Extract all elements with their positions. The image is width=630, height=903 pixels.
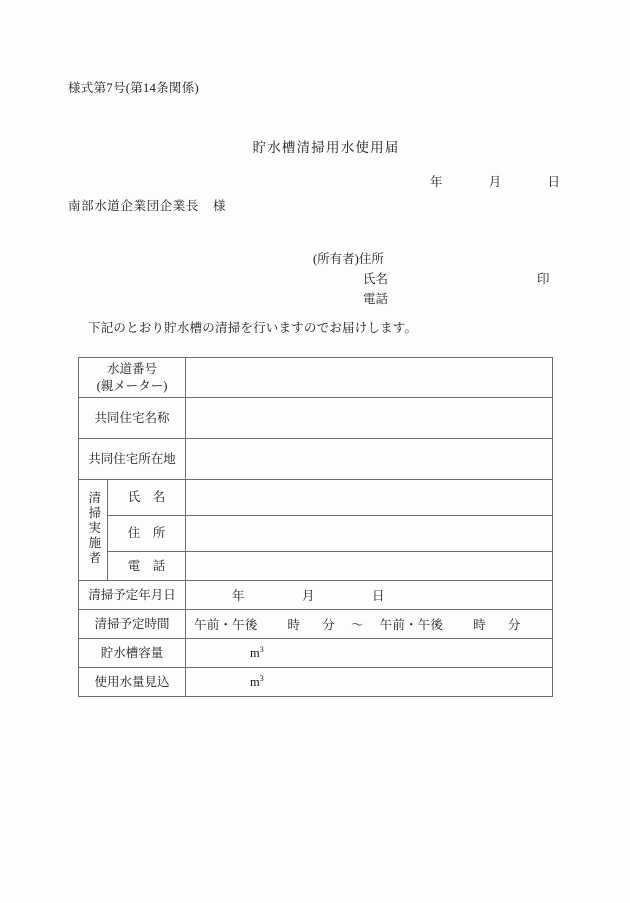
scheduled-date-value[interactable] [186, 581, 553, 610]
tank-capacity-unit-base: m [250, 646, 260, 661]
cleaning-operator-vertical-label: 清掃実施者 [86, 490, 101, 566]
to-ampm-label: 午前・午後 [379, 618, 444, 632]
to-hour-label: 時 [473, 618, 486, 632]
scheduled-date-fields [232, 586, 432, 604]
to-minute-label: 分 [507, 618, 521, 632]
table-row [79, 398, 553, 439]
water-number-label-cell [79, 358, 186, 398]
addressee [68, 196, 226, 214]
operator-address-value[interactable] [186, 516, 553, 552]
statement-text: 下記のとおり貯水槽の清掃を行いますのでお届けします。 [88, 321, 418, 335]
owner-address-label: (所有者)住所 [313, 252, 384, 266]
page-title: 貯水槽清掃用水使用届 [252, 140, 400, 155]
operator-name-label: 氏 名 [108, 480, 186, 516]
scheduled-time-fields [194, 618, 521, 632]
operator-phone-label: 電 話 [108, 552, 186, 581]
scheduled-month-label: 月 [302, 589, 315, 603]
tank-capacity-value[interactable] [186, 639, 553, 668]
operator-phone-value[interactable] [186, 552, 553, 581]
scheduled-year-label: 年 [232, 589, 245, 603]
addressee-name: 南部水道企業団企業長 [68, 199, 200, 213]
table-row [79, 552, 553, 581]
form-number: 様式第7号(第14条関係) [68, 81, 199, 95]
water-number-label: 水道番号 [107, 361, 158, 376]
operator-address-label: 住 所 [108, 516, 186, 552]
table-row [79, 610, 553, 639]
estimated-usage-unit [250, 675, 264, 689]
estimated-usage-value[interactable] [186, 668, 553, 697]
submission-date-line [430, 172, 560, 190]
estimated-usage-label: 使用水量見込 [79, 668, 186, 697]
from-minute-label: 分 [322, 618, 335, 632]
table-row [79, 581, 553, 610]
addressee-honorific: 様 [213, 199, 227, 213]
scheduled-time-label: 清掃予定時間 [79, 610, 186, 639]
water-number-value[interactable] [186, 358, 553, 398]
owner-name-label: 氏名 [363, 272, 389, 286]
from-ampm-label: 午前・午後 [194, 618, 258, 632]
date-year-label: 年 [430, 175, 443, 189]
application-table [78, 357, 553, 697]
building-name-label: 共同住宅名称 [79, 398, 186, 439]
tank-capacity-unit-exponent: 3 [259, 644, 264, 654]
table-row [79, 639, 553, 668]
scheduled-date-label: 清掃予定年月日 [79, 581, 186, 610]
estimated-usage-unit-base: m [250, 675, 260, 690]
scheduled-day-label: 日 [372, 589, 385, 603]
from-hour-label: 時 [287, 618, 301, 632]
seal-label: 印 [537, 272, 550, 286]
date-month-label: 月 [488, 175, 502, 189]
date-day-label: 日 [547, 175, 560, 189]
cleaning-operator-group-label-cell [79, 480, 108, 581]
building-address-label: 共同住宅所在地 [79, 439, 186, 480]
tank-capacity-label: 貯水槽容量 [79, 639, 186, 668]
tank-capacity-unit [250, 646, 264, 660]
table-row [79, 668, 553, 697]
estimated-usage-unit-exponent: 3 [259, 673, 264, 683]
table-row [79, 480, 553, 516]
table-row [79, 358, 553, 398]
operator-name-value[interactable] [186, 480, 553, 516]
owner-phone-label: 電話 [363, 292, 389, 306]
table-row [79, 516, 553, 552]
building-address-value[interactable] [186, 439, 553, 480]
building-name-value[interactable] [186, 398, 553, 439]
scheduled-time-value[interactable] [186, 610, 553, 639]
time-range-mark: ～ [350, 618, 364, 632]
water-number-sublabel: (親メーター) [96, 378, 168, 393]
table-row [79, 439, 553, 480]
